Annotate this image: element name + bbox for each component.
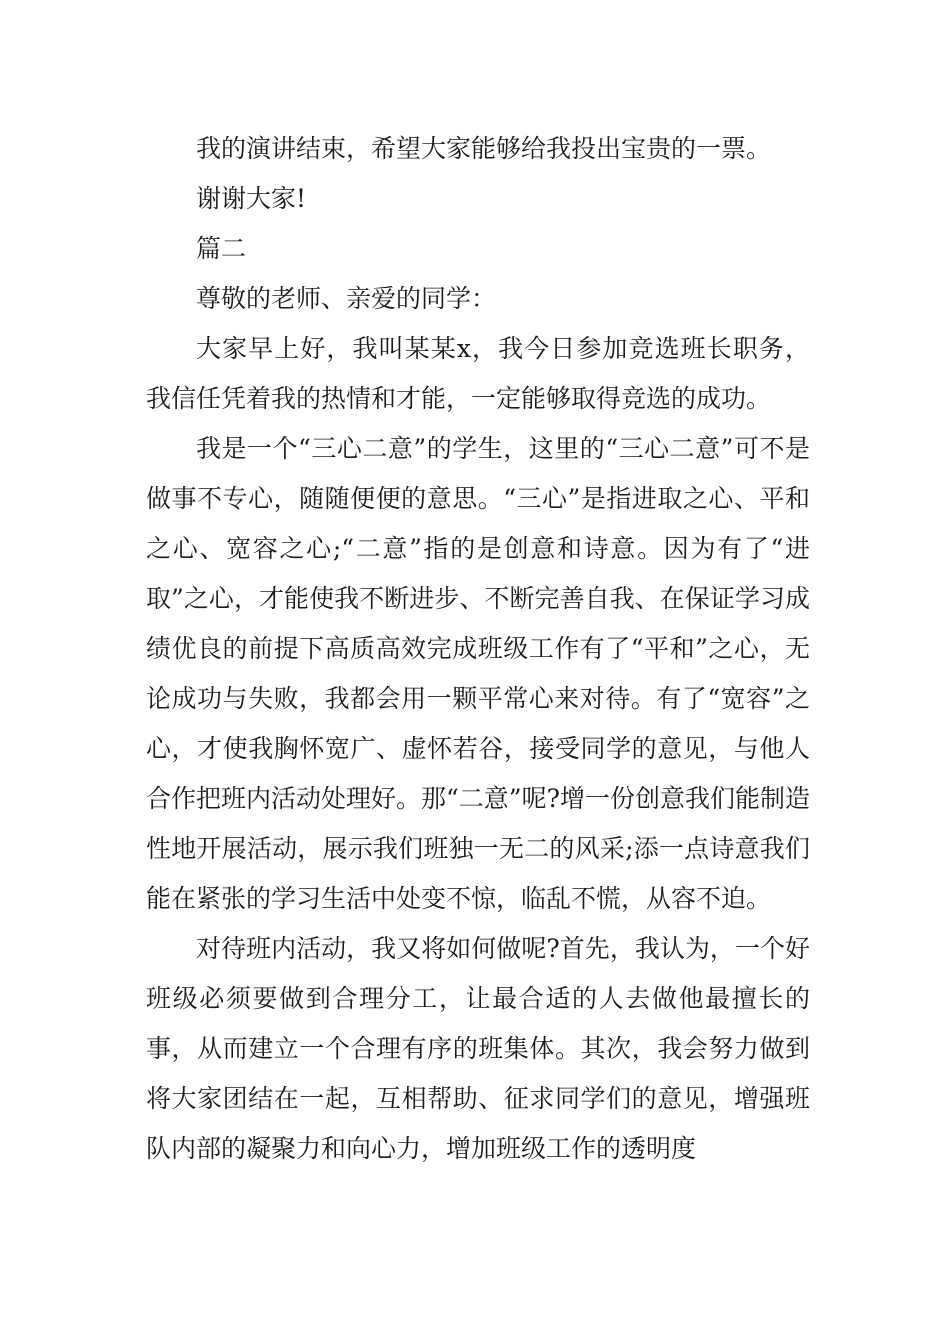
paragraph-introduction: 大家早上好，我叫某某x，我今日参加竞选班长职务，我信任凭着我的热情和才能，一定能够取得竞选的成功。 (146, 334, 810, 413)
paragraph-closing: 我的演讲结束，希望大家能够给我投出宝贵的一票。 (196, 134, 772, 163)
paragraph-thanks: 谢谢大家! (196, 184, 307, 213)
paragraph-salutation: 尊敬的老师、亲爱的同学： (196, 284, 497, 313)
document-body (146, 124, 810, 1174)
paragraph-class-activities: 对待班内活动，我又将如何做呢?首先，我认为，一个好班级必须要做到合理分工，让最合适的人去做他最擅长的事，从而建立一个合理有序的班集体。其次，我会努力做到将大家团结在一起，互相帮助、征求同学们的意见，增强班队内部的凝聚力和向心力，增加班级工作的透明度 (146, 934, 810, 1163)
paragraph-three-hearts: 我是一个“三心二意”的学生，这里的“三心二意”可不是做事不专心，随随便便的意思。“三心”是指进取之心、平和之心、宽容之心;“二意”指的是创意和诗意。因为有了“进取”之心，才能使我不断进步、不断完善自我、在保证学习成绩优良的前提下高质高效完成班级工作有了“平和”之心，无论成功与失败，我都会用一颗平常心来对待。有了“宽容”之心，才使我胸怀宽广、虚怀若谷，接受同学的意见，与他人合作把班内活动处理好。那“二意”呢?增一份创意我们能制造性地开展活动，展示我们班独一无二的风采;添一点诗意我们能在紧张的学习生活中处变不惊，临乱不慌，从容不迫。 (146, 434, 811, 913)
section-heading: 篇二 (196, 234, 247, 263)
